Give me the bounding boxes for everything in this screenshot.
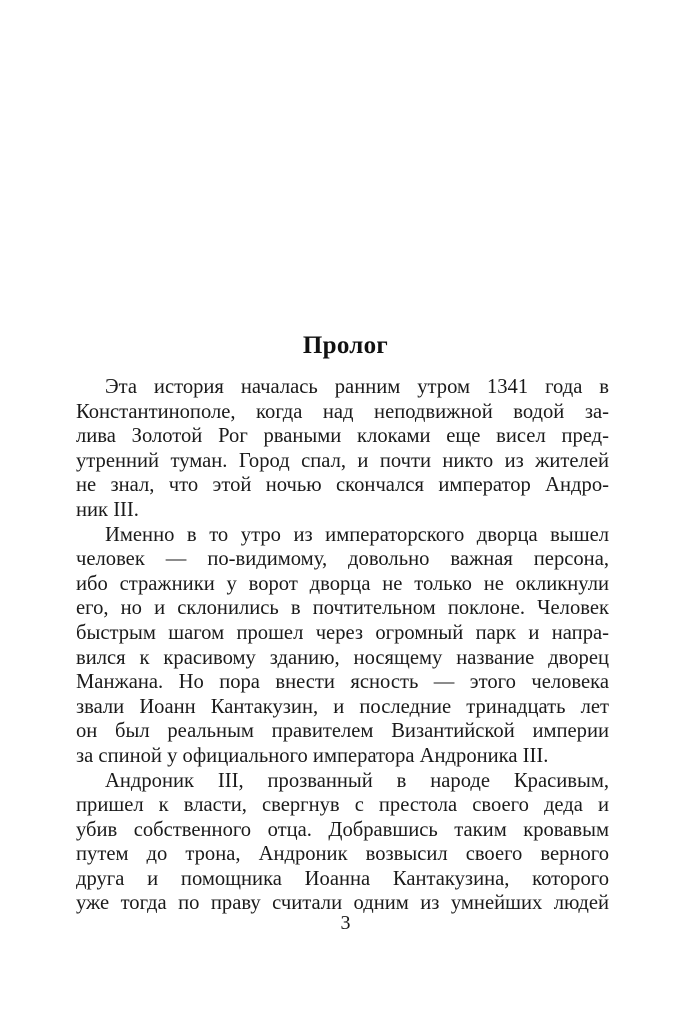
text-line: он был реальным правителем Византийской империи [76, 720, 609, 743]
text-line: Именно в то утро из императорского дворца вышел [105, 523, 609, 546]
text-line: Андроник III, прозванный в народе Красивым, [105, 769, 609, 792]
text-line: пришел к власти, свергнув с престола своего деда и [76, 794, 609, 817]
text-line: Эта история началась ранним утром 1341 года в [105, 376, 609, 398]
page-number: 3 [340, 912, 351, 934]
text-line: путем до трона, Андроник возвысил своего верного [76, 843, 609, 866]
text-line: уже тогда по праву считали одним из умнейших людей [76, 892, 609, 915]
text-line: убив собственного отца. Добравшись таким кровавым [76, 818, 609, 841]
paragraph-1 [76, 375, 609, 523]
text-line: не знал, что этой ночью скончался император Андро- [76, 474, 609, 497]
body-text [76, 375, 609, 916]
text-line: лива Золотой Рог рваными клоками еще висел пред- [76, 425, 609, 448]
text-line: быстрым шагом прошел через огромный парк и напра- [76, 621, 609, 644]
text-line: ник III. [76, 498, 139, 521]
text-line: человек — по-видимому, довольно важная персона, [76, 548, 609, 571]
text-line: ибо стражники у ворот дворца не только не окликнули [76, 572, 609, 595]
paragraph-3 [76, 769, 609, 917]
paragraph-2 [76, 523, 609, 769]
text-line: друга и помощника Иоанна Кантакузина, которого [76, 867, 609, 890]
text-line: звали Иоанн Кантакузин, и последние тринадцать лет [76, 695, 609, 718]
text-line: утренний туман. Город спал, и почти никто из жителей [76, 449, 609, 472]
text-line: Константинополе, когда над неподвижной водой за- [76, 400, 609, 423]
text-line: Манжана. Но пора внести ясность — этого человека [76, 671, 609, 694]
text-line: за спиной у официального императора Андроника III. [76, 744, 549, 767]
text-line: вился к красивому зданию, носящему название дворец [76, 646, 609, 669]
chapter-title: Пролог [302, 332, 389, 359]
text-line: его, но и склонились в почтительном поклоне. Человек [76, 597, 609, 620]
